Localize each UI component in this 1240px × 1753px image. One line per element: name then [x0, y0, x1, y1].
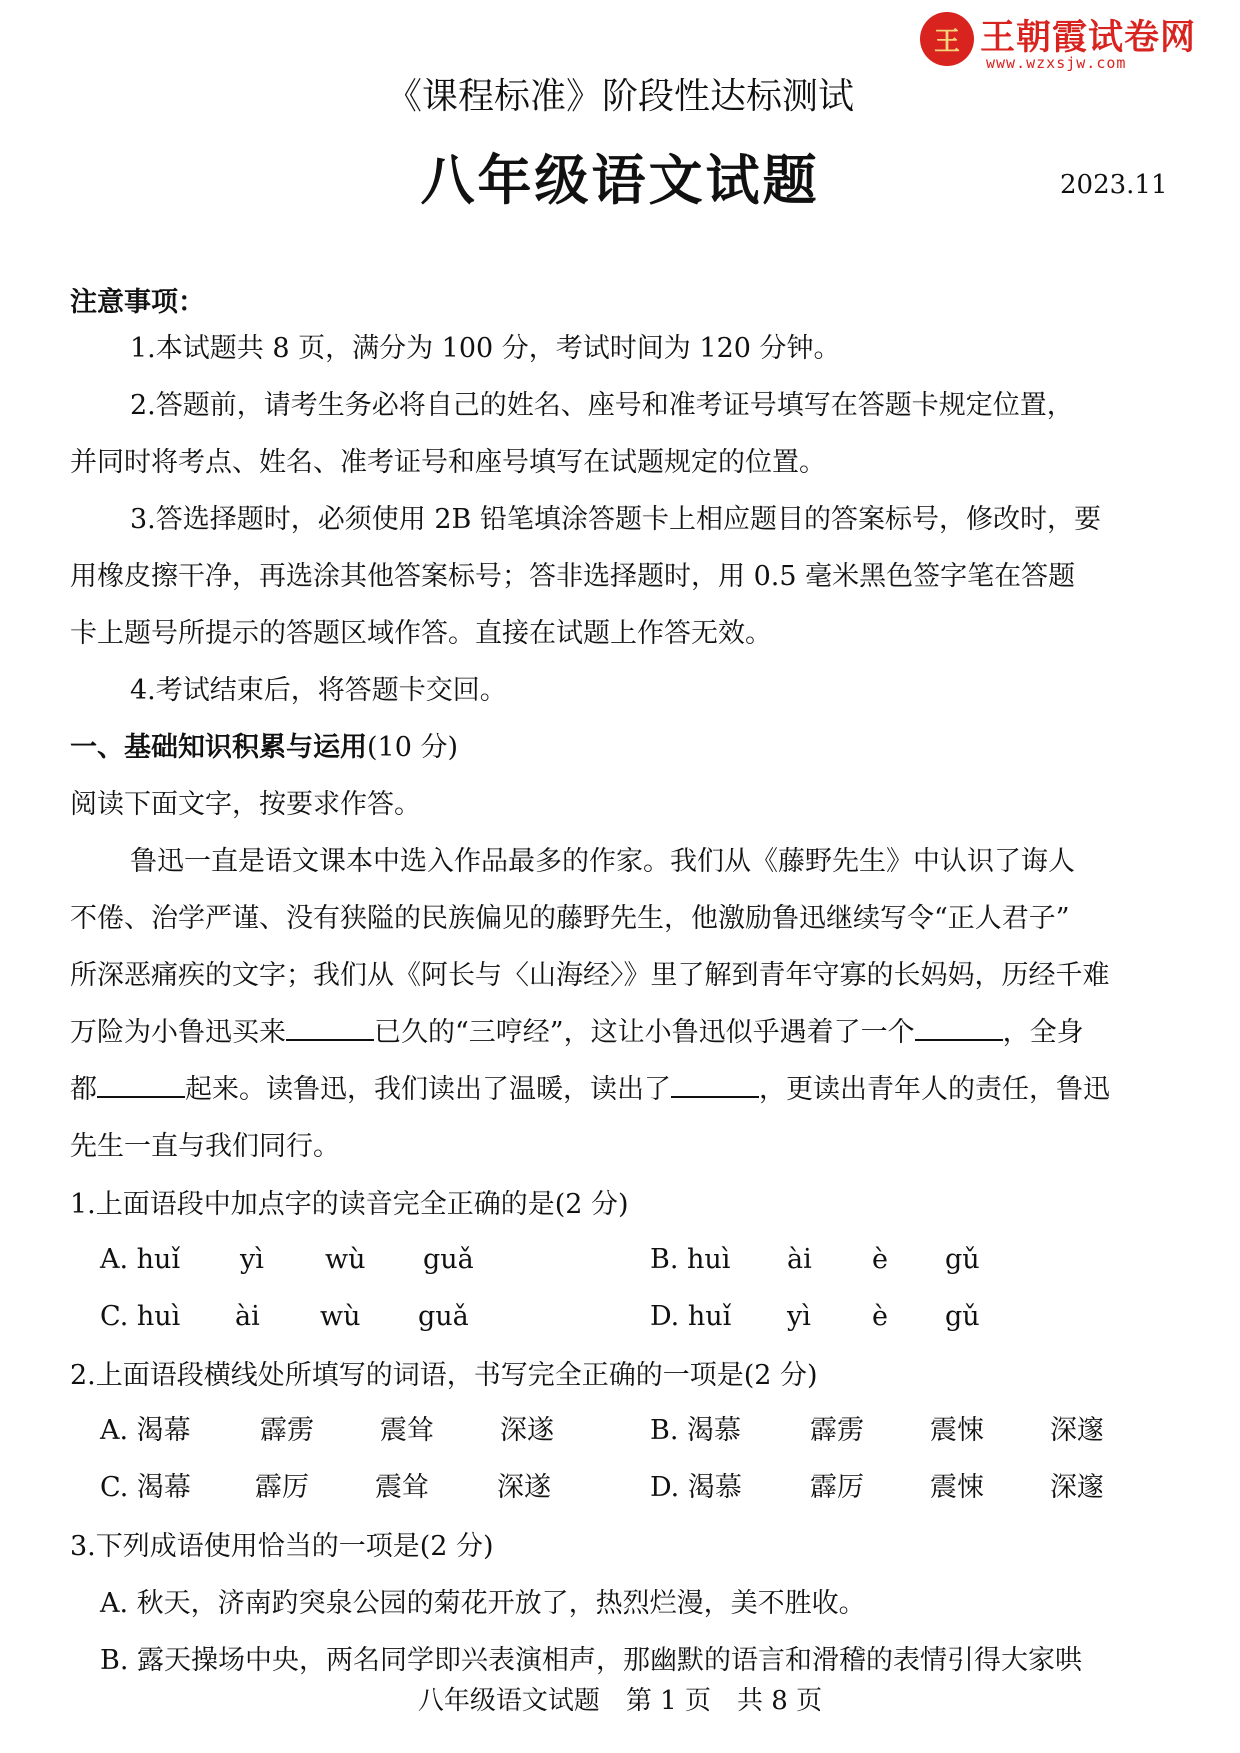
notice-line: 用橡皮擦干净，再选涂其他答案标号；答非选择题时，用 0.5 毫米黑色签字笔在答题 — [70, 561, 1076, 592]
exam-subtitle: 《课程标准》阶段性达标测试 — [385, 76, 854, 117]
section-instruction: 阅读下面文字，按要求作答。 — [70, 789, 421, 820]
passage-line: 先生一直与我们同行。 — [70, 1131, 340, 1162]
option-b-text: B. 露天操场中央，两名同学即兴表演相声，那幽默的语言和滑稽的表情引得大家哄 — [100, 1645, 1083, 1676]
option-item: 深邃 — [1050, 1415, 1104, 1446]
fill-blank — [671, 1074, 759, 1098]
option-a-label: A. 渴幕 — [100, 1415, 191, 1446]
option-item: 霹厉 — [810, 1472, 864, 1503]
option-item: 震耸 — [375, 1472, 429, 1503]
notice-line: 1.本试题共 8 页，满分为 100 分，考试时间为 120 分钟。 — [130, 333, 841, 364]
option-item: ài — [235, 1301, 260, 1332]
option-item: guǎ — [418, 1301, 469, 1332]
question-stem: 3.下列成语使用恰当的一项是(2 分) — [70, 1531, 494, 1562]
page-title: 八年级语文试题 — [420, 148, 820, 212]
page-footer: 八年级语文试题 第 1 页 共 8 页 — [417, 1686, 823, 1716]
option-b-label: B. 渴慕 — [650, 1415, 742, 1446]
notice-heading: 注意事项： — [70, 287, 205, 318]
option-item: guǎ — [423, 1244, 474, 1275]
option-item: gǔ — [945, 1301, 980, 1332]
option-a-label: A. huǐ — [100, 1244, 181, 1275]
section-heading: 一、基础知识积累与运用(10 分) — [70, 732, 459, 763]
notice-line: 3.答选择题时，必须使用 2B 铅笔填涂答题卡上相应题目的答案标号，修改时，要 — [130, 504, 1101, 535]
passage-line: 万险为小鲁迅买来 已久的“三哼经”，这让小鲁迅似乎遇着了一个 ，全身 — [70, 1017, 1084, 1048]
option-item: wù — [320, 1301, 361, 1332]
option-item: yì — [240, 1244, 264, 1275]
option-item: 深遂 — [497, 1472, 551, 1503]
option-d-label: D. 渴慕 — [650, 1472, 742, 1503]
fill-blank — [286, 1017, 374, 1041]
notice-line: 卡上题号所提示的答题区域作答。直接在试题上作答无效。 — [70, 618, 772, 649]
option-item: è — [872, 1244, 888, 1275]
option-item: wù — [325, 1244, 366, 1275]
site-logo — [918, 10, 1230, 72]
logo-brand-text: 王朝霞试卷网 — [980, 18, 1197, 58]
option-c-label: C. huì — [100, 1301, 181, 1332]
question-stem: 1.上面语段中加点字的读音完全正确的是(2 分) — [70, 1189, 629, 1220]
passage-line: 不倦、治学严谨、没有狭隘的民族偏见的藤野先生，他激励鲁迅继续写令“正人君子” — [70, 903, 1070, 934]
option-c-label: C. 渴幕 — [100, 1472, 191, 1503]
fill-blank — [915, 1017, 1003, 1041]
notice-line: 并同时将考点、姓名、准考证号和座号填写在试题规定的位置。 — [70, 447, 826, 478]
option-item: 霹厉 — [255, 1472, 309, 1503]
notice-line: 4.考试结束后，将答题卡交回。 — [130, 675, 507, 706]
option-item: 霹雳 — [260, 1415, 314, 1446]
option-item: 霹雳 — [810, 1415, 864, 1446]
option-a-text: A. 秋天，济南趵突泉公园的菊花开放了，热烈烂漫，美不胜收。 — [100, 1588, 866, 1619]
question-stem: 2.上面语段横线处所填写的词语，书写完全正确的一项是(2 分) — [70, 1360, 818, 1391]
option-item: 震耸 — [380, 1415, 434, 1446]
option-item: 震悚 — [930, 1415, 984, 1446]
notice-line: 2.答题前，请考生务必将自己的姓名、座号和准考证号填写在答题卡规定位置， — [130, 390, 1074, 421]
option-item: gǔ — [945, 1244, 980, 1275]
passage-line: 鲁迅一直是语文课本中选入作品最多的作家。我们从《藤野先生》中认识了诲人 — [130, 846, 1075, 877]
option-item: 震悚 — [930, 1472, 984, 1503]
option-item: è — [872, 1301, 888, 1332]
option-item: yì — [787, 1301, 811, 1332]
fill-blank — [97, 1074, 185, 1098]
option-b-label: B. huì — [650, 1244, 731, 1275]
option-item: 深邃 — [1050, 1472, 1104, 1503]
exam-date: 2023.11 — [1060, 170, 1168, 200]
passage-line: 都 起来。读鲁迅，我们读出了温暖，读出了 ，更读出青年人的责任，鲁迅 — [70, 1074, 1110, 1105]
option-item: ài — [787, 1244, 812, 1275]
option-item: 深遂 — [500, 1415, 554, 1446]
passage-line: 所深恶痛疾的文字；我们从《阿长与〈山海经〉》里了解到青年守寡的长妈妈，历经千难 — [70, 960, 1110, 991]
option-d-label: D. huǐ — [650, 1301, 732, 1332]
seal-icon: 王 — [920, 12, 974, 66]
logo-url: www.wzxsjw.com — [986, 54, 1127, 72]
